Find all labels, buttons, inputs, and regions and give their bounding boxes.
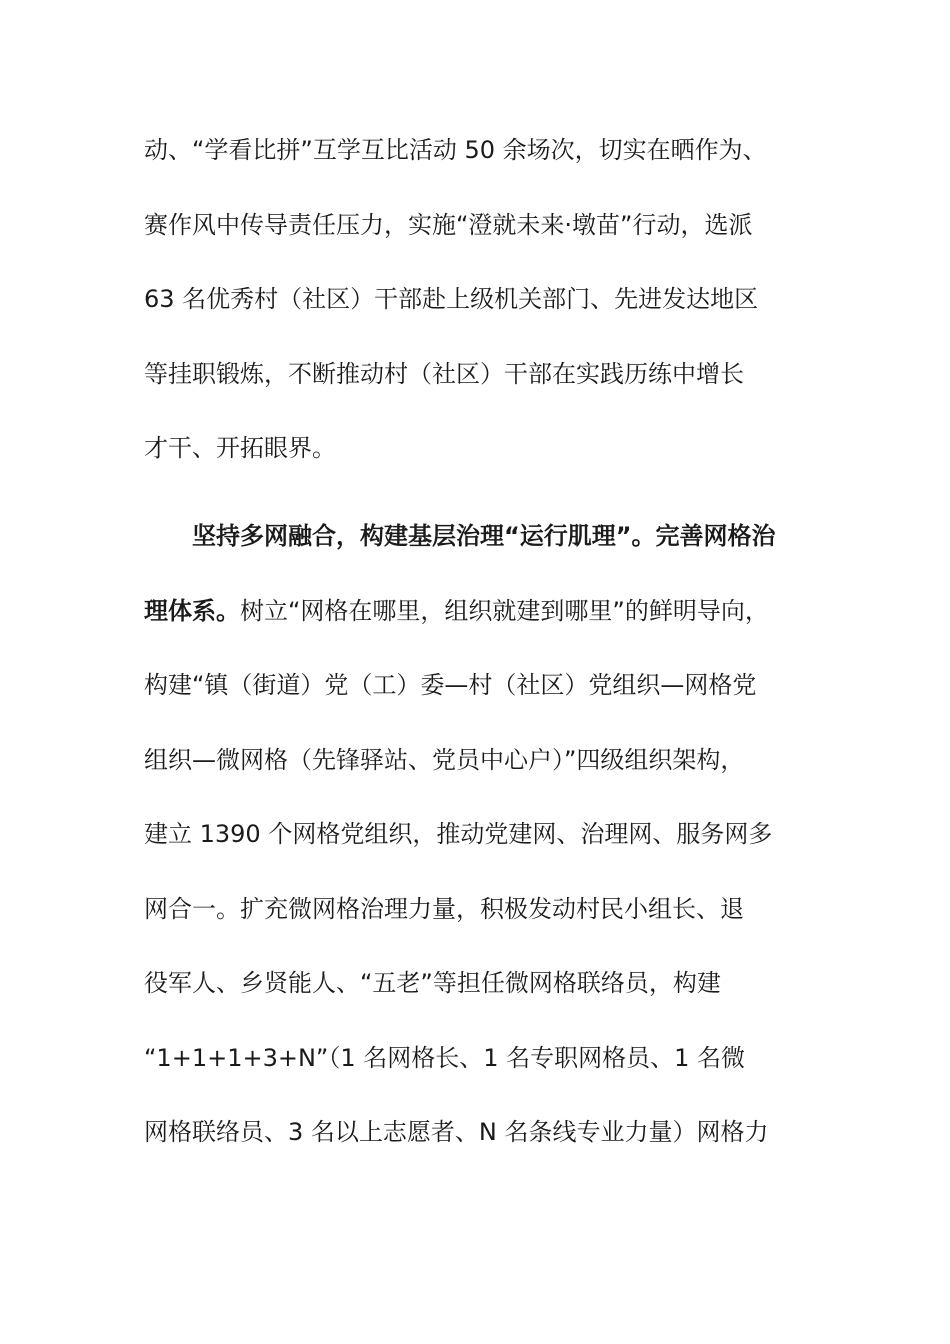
text-line: [144, 574, 824, 649]
paragraph-1: [144, 113, 824, 486]
text-line: 建立 1390 个网格党组织，推动党建网、治理网、服务网多: [144, 820, 773, 848]
text-line: 赛作风中传导责任压力，实施“澄就未来·墩苗”行动，选派: [144, 210, 753, 239]
text-line: 网合一。扩充微网格治理力量，积极发动村民小组长、退: [144, 894, 744, 923]
text-segment: 树立“网格在哪里，组织就建到哪里”的鲜明导向，: [240, 596, 769, 625]
text-line: 动、“学看比拼”互学互比活动 50 余场次，切实在晒作为、: [144, 136, 767, 164]
paragraph-heading: 坚持多网融合，构建基层治理“运行肌理”。完善网格治: [192, 522, 776, 550]
text-line: 等挂职锻炼，不断推动村（社区）干部在实践历练中增长: [144, 359, 744, 388]
text-line: 63 名优秀村（社区）干部赴上级机关部门、先进发达地区: [144, 285, 759, 313]
text-line: 网格联络员、3 名以上志愿者、N 名条线专业力量）网格力: [144, 1118, 769, 1146]
text-line: “1+1+1+3+N”（1 名网格长、1 名专职网格员、1 名微: [144, 1043, 746, 1072]
text-line: 构建“镇（街道）党（工）委—村（社区）党组织—网格党: [144, 671, 757, 699]
text-line: 役军人、乡贤能人、“五老”等担任微网格联络员，构建: [144, 969, 721, 997]
text-line: 组织—微网格（先锋驿站、党员中心户）”四级组织架构，: [144, 745, 745, 774]
text-line: 才干、开拓眼界。: [144, 434, 336, 462]
sub-heading: 理体系。: [144, 596, 240, 625]
paragraph-2: [144, 499, 824, 1170]
